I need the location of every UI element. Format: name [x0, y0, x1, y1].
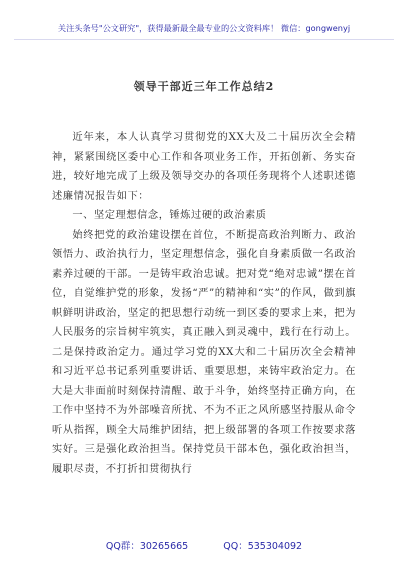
footer-contact — [0, 538, 408, 552]
footer-qq-group: QQ群：30265665 — [105, 541, 189, 552]
document-body — [52, 128, 356, 479]
footer-qq: QQ：535304092 — [223, 541, 303, 552]
section-heading: 一、坚定理想信念，锤炼过硬的政治素质 — [72, 210, 267, 221]
intro-paragraph: 近年来，本人认真学习贯彻党的XX大及二十届历次全会精神，紧紧围绕区委中心工作和各项业务工作，开拓创新、务实奋进，较好地完成了上级及领导交办的各项任务现将个人述职述德述廉情况报告如下： — [52, 132, 356, 202]
body-paragraph: 始终把党的政治建设摆在首位，不断提高政治判断力、政治领悟力、政治执行力，坚定理想信念，强化自身素质做一名政治素养过硬的干部。一是铸牢政治忠诚。把对党“绝对忠诚”摆在首位，自觉维护党的形象，发扬“严”的精神和“实”的作风，做到旗帜鲜明讲政治，坚定的把思想行动统一到区委的要求上来，把为人民服务的宗旨树牢筑实，真正融入到灵魂中，践行在行动上。二是保持政治定力。通过学习党的XX大和二十届历次全会精神和习近平总书记系列重要讲话、重要思想，来铸牢政治定力。在大是大非面前时刻保持清醒、敢于斗争，始终坚持正确方向，在工作中坚持不为外部噪音所扰、不为不正之风所感坚持服从命令听从指挥，顾全大局维护团结，把上级部署的各项工作按要求落实好。三是强化政治担当。保持党员干部本色，强化政治担当，履职尽责，不打折扣贯彻执行 — [52, 229, 356, 475]
watermark-header: 关注头条号"公文研究"，获得最新最全最专业的公文资料库！ 微信：gongwenyj — [14, 22, 394, 40]
page-title: 领导干部近三年工作总结2 — [133, 80, 275, 93]
